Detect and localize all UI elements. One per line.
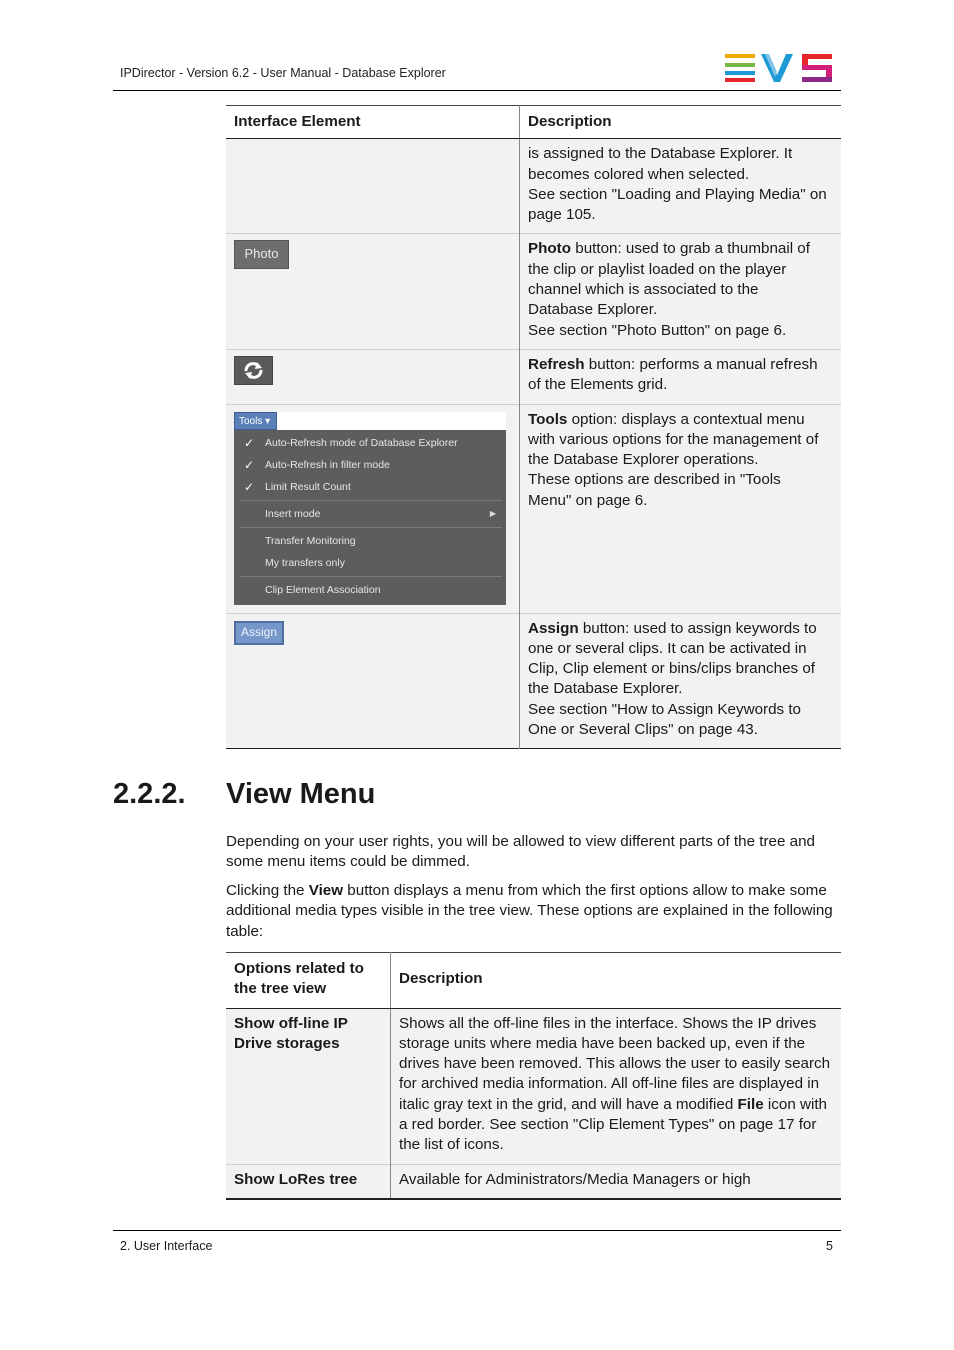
tree-view-options-table	[226, 952, 841, 1200]
table-header-options: Options related to the tree view	[226, 953, 391, 1009]
checkmark-icon: ✓	[244, 479, 255, 494]
description-cell: Tools option: displays a contextual menu with various options for the management of the Database Explorer operations. These options are described in "Tools Menu" on page 6.	[520, 404, 842, 613]
paragraph-view-button: Clicking the View button displays a menu from which the first options allow to make some additional media types visible in the tree view. These options are explained in the following table:	[226, 882, 833, 940]
checkmark-icon: ✓	[244, 457, 255, 472]
refresh-icon	[235, 357, 272, 384]
menu-item-my-transfers-only[interactable]: My transfers only	[265, 556, 345, 569]
tools-button[interactable]: Tools ▾	[234, 412, 277, 430]
description-cell: Assign button: used to assign keywords to one or several clips. It can be activated in Clip, Clip element or bins/clips branches of the Database Explorer. See section "How to Assign Keywords to One or Several Clips" on page 43.	[520, 613, 842, 749]
description-cell: Photo button: used to grab a thumbnail of the clip or playlist loaded on the player channel which is associated to the Database Explorer. See section "Photo Button" on page 6.	[520, 234, 842, 349]
tools-menu	[234, 430, 506, 605]
table-row	[226, 404, 841, 613]
table-row	[226, 1164, 841, 1199]
element-cell	[226, 234, 520, 349]
description-cell: Shows all the off-line files in the interface. Shows the IP drives storage units where media have been backed up, even if the drives have been removed. This allows the user to easily search for archived media information. All off-line files are displayed in italic gray text in the grid, and will have a modified File icon with a red border. See section "Clip Element Types" on page 17 for the list of icons.	[391, 1008, 842, 1164]
menu-separator	[240, 576, 502, 577]
menu-item-transfer-monitoring[interactable]: Transfer Monitoring	[265, 534, 356, 547]
interface-elements-table	[226, 105, 841, 749]
page-footer	[113, 1230, 841, 1255]
element-cell	[226, 349, 520, 404]
menu-item-limit-result-count[interactable]: ✓ Limit Result Count	[234, 476, 506, 498]
section-number: 2.2.2.	[113, 778, 186, 810]
element-cell	[226, 404, 520, 613]
table-header-description: Description	[520, 106, 842, 139]
table-row	[226, 613, 841, 749]
table-row	[226, 349, 841, 404]
description-cell: Available for Administrators/Media Managers or high	[391, 1164, 842, 1199]
submenu-arrow-icon: ▶	[489, 508, 496, 518]
checkmark-icon: ✓	[244, 435, 255, 450]
table-row	[226, 139, 841, 234]
page-number: 5	[826, 1239, 833, 1253]
description-cell: Refresh button: performs a manual refresh of the Elements grid.	[520, 349, 842, 404]
option-cell: Show LoRes tree	[226, 1164, 391, 1199]
option-cell: Show off-line IP Drive storages	[226, 1008, 391, 1164]
description-cell: is assigned to the Database Explorer. It becomes colored when selected. See section "Loading and Playing Media" on page 105.	[520, 139, 842, 234]
section-heading	[113, 778, 375, 811]
photo-button[interactable]: Photo	[234, 240, 289, 269]
header-title: IPDirector - Version 6.2 - User Manual - Database Explorer	[120, 66, 446, 80]
assign-button[interactable]: Assign	[234, 621, 284, 645]
refresh-button[interactable]	[234, 356, 273, 385]
tools-menu-screenshot	[234, 412, 506, 605]
element-cell	[226, 613, 520, 749]
page-header	[113, 50, 841, 91]
menu-separator	[240, 527, 502, 528]
table-header-description: Description	[391, 953, 842, 1009]
footer-chapter: 2. User Interface	[120, 1239, 213, 1253]
paragraph-user-rights: Depending on your user rights, you will be allowed to view different parts of the tree and some menu items could be dimmed.	[226, 833, 815, 871]
table-row	[226, 234, 841, 349]
menu-item-clip-element-association[interactable]: Clip Element Association	[265, 583, 381, 596]
table-header-interface-element: Interface Element	[226, 106, 520, 139]
section-title: View Menu	[226, 778, 376, 810]
element-cell	[226, 139, 520, 234]
table-row	[226, 1008, 841, 1164]
menu-item-auto-refresh-mode[interactable]: ✓ Auto-Refresh mode of Database Explorer	[234, 432, 506, 454]
menu-separator	[240, 500, 502, 501]
evs-logo	[725, 53, 833, 88]
menu-item-insert-mode[interactable]: Insert mode ▶	[234, 503, 506, 525]
menu-item-auto-refresh-filter[interactable]: ✓ Auto-Refresh in filter mode	[234, 454, 506, 476]
